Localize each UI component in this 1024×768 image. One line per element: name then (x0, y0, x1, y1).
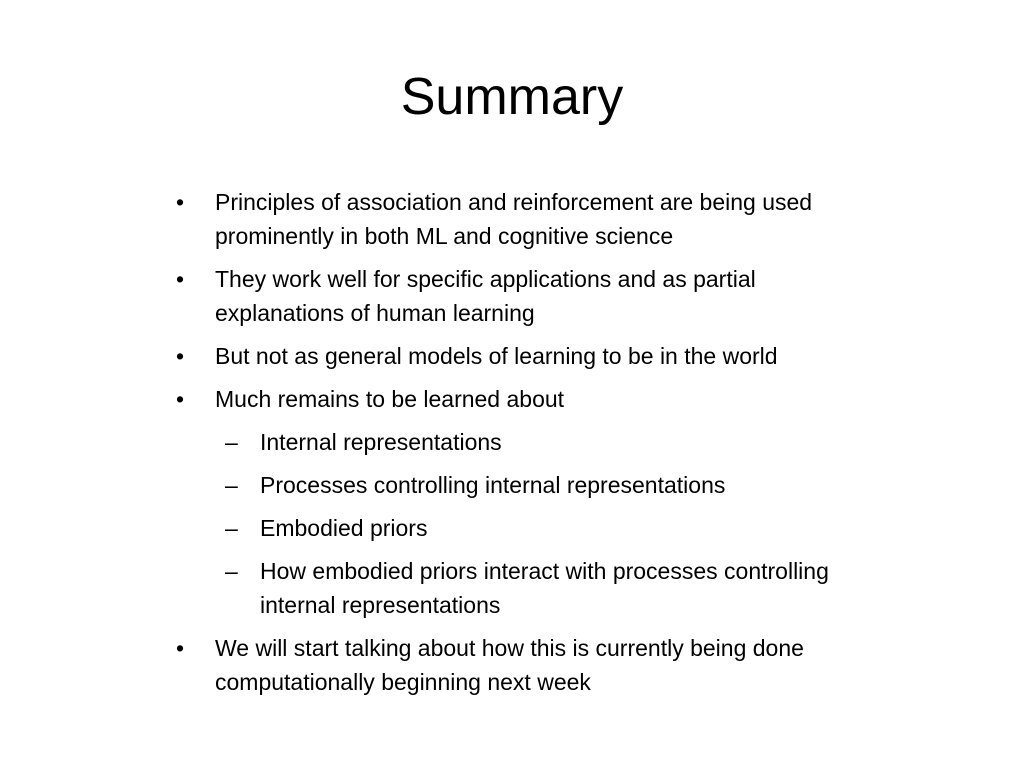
bullet-text: Principles of association and reinforcement are being used prominently in both ML and cognitive science (215, 189, 813, 249)
sub-bullet-text: How embodied priors interact with processes controlling internal representations (260, 558, 829, 618)
bullet-item (172, 262, 862, 330)
sub-bullet-item (215, 511, 862, 545)
bullet-text: But not as general models of learning to be in the world (215, 343, 778, 369)
sub-bullet-text: Internal representations (260, 429, 502, 455)
sub-bullet-item (215, 468, 862, 502)
bullet-item (172, 631, 862, 699)
bullet-item (172, 382, 862, 622)
bullet-icon: • (176, 343, 185, 369)
sub-bullet-text: Processes controlling internal representations (260, 472, 726, 498)
bullet-item (172, 185, 862, 253)
bullet-icon: • (176, 266, 185, 292)
slide-title: Summary (400, 68, 624, 126)
sub-bullet-item (215, 554, 862, 622)
bullet-text: They work well for specific applications and as partial explanations of human learning (215, 266, 756, 326)
bullet-icon: • (176, 189, 185, 215)
bullet-text: Much remains to be learned about (215, 386, 565, 412)
bullet-icon: • (176, 386, 185, 412)
bullet-list (172, 185, 862, 708)
bullet-text: We will start talking about how this is currently being done computationally beginning next week (215, 635, 804, 695)
dash-icon: – (225, 429, 238, 455)
sub-bullet-text: Embodied priors (260, 515, 428, 541)
sub-bullet-item (215, 425, 862, 459)
bullet-item (172, 339, 862, 373)
bullet-icon: • (176, 635, 185, 661)
dash-icon: – (225, 472, 238, 498)
dash-icon: – (225, 515, 238, 541)
dash-icon: – (225, 558, 238, 584)
sub-bullet-list (215, 425, 862, 622)
